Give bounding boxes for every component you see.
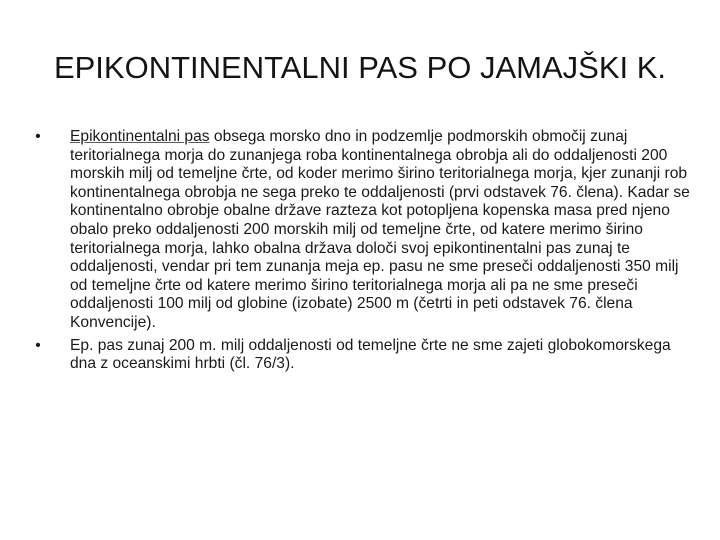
slide-title: EPIKONTINENTALNI PAS PO JAMAJŠKI K. xyxy=(53,50,667,85)
bullet-1-lead-term: Epikontinentalni pas xyxy=(70,128,210,145)
bullet-item-2 xyxy=(30,337,698,374)
bullet-item-1 xyxy=(30,128,698,333)
bullet-2-text: Ep. pas zunaj 200 m. milj oddaljenosti od temeljne črte ne sme zajeti globokomorskega dna z oceanskimi hrbti (čl. 76/3). xyxy=(70,336,671,373)
bullet-list xyxy=(30,128,698,378)
bullet-icon: • xyxy=(35,336,41,354)
bullet-icon: • xyxy=(35,128,41,145)
bullet-1-text: obsega morsko dno in podzemlje podmorskih območij zunaj teritorialnega morja do zunanjega roba kontinentalnega obrobja ali do oddaljenosti 200 morskih milj od temeljne črte, od koder merimo širino teritorialnega morja, kjer zunanji rob kontinentalnega obrobja ne sega preko te oddaljenosti (prvi odstavek 76. člena). Kadar se kontinentalno obrobje obalne države razteza kot potopljena kopenska masa pred njeno obalo preko oddaljenosti 200 morskih milj od temeljne črte, od katere merimo širino teritorialnega morja, lahko obalna država določi svoj epikontinentalni pas zunaj te oddaljenosti, vendar pri tem zunanja meja ep. pasu ne sme preseči oddaljenosti 350 milj od temeljne črte od katere merimo širino teritorialnega morja ali pa ne sme preseči oddaljenosti 100 milj od globine (izobate) 2500 m (četrti in peti odstavek 76. člena Konvencije). xyxy=(70,128,690,331)
